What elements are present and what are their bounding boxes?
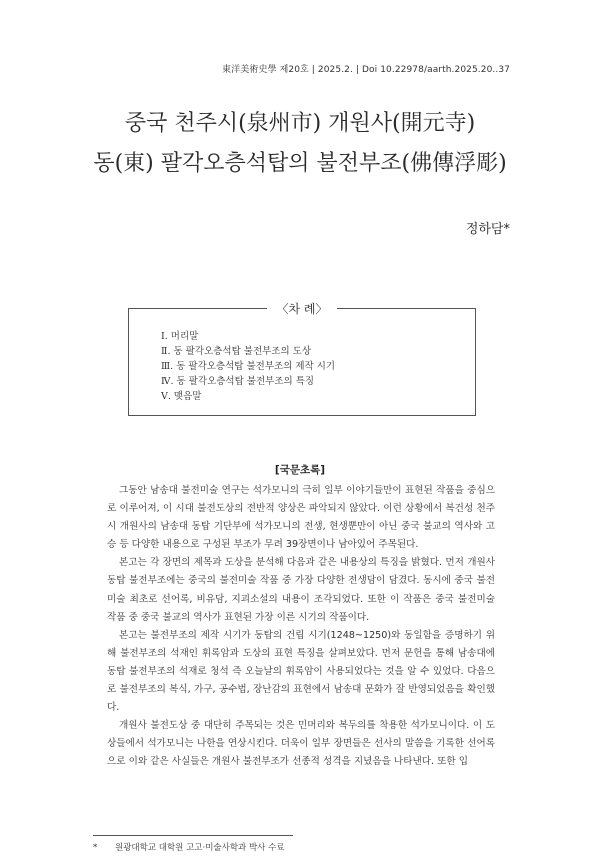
footnote-divider <box>93 835 293 836</box>
footnote <box>93 841 285 853</box>
footnote-mark: * <box>93 843 98 853</box>
abstract-paragraph: 본고는 각 장면의 제목과 도상을 분석해 다음과 같은 내용상의 특징을 밝혔다. 먼저 개원사 동탑 불전부조에는 중국의 불전미술 작품 중 가장 다양한 전생담이 담겼다. 동시에 중국 불전미술 최초로 선어록, 비유담, 지괴소설의 내용이 조각되었다. 또한 이 작품은 중국 불전미술 작품 중 중국 불교의 역사가 표현된 가장 이른 시기의 작품이다. <box>107 557 495 623</box>
footnote-text: 원광대학교 대학원 고고·미술사학과 박사 수료 <box>115 843 285 853</box>
abstract-paragraph: 본고는 불전부조의 제작 시기가 동탑의 건립 시기(1248~1250)와 동일함을 증명하기 위해 불전부조의 석재인 휘록암과 도상의 표현 특징을 살펴보았다. 먼저 문헌을 통해 남송대에 동탑 불전부조의 석재로 청석 즉 오늘날의 휘록암이 사용되었다는 것을 알 수 있었다. 다음으로 불전부조의 복식, 가구, 공수법, 장난감의 표현에서 남송대 문화가 잘 반영되었음을 확인했다. <box>107 629 495 714</box>
table-of-contents-list <box>161 329 335 404</box>
abstract-heading: [국문초록] <box>274 464 326 476</box>
article-title-line-1: 중국 천주시(泉州市) 개원사(開元寺) <box>124 111 476 136</box>
toc-item: Ⅲ. 동 팔각오층석탑 불전부조의 제작 시기 <box>161 361 336 372</box>
toc-item: Ⅰ. 머리말 <box>161 331 199 342</box>
abstract-paragraph: 개원사 불전도상 중 대단히 주목되는 것은 민머리와 복두의를 착용한 석가모니이다. 이 도상들에서 석가모니는 나한을 연상시킨다. 더욱이 일부 장면들은 선사의 말씀을 기록한 선어록으로 이와 같은 사실들은 개원사 불전부조가 선종적 성격을 지녔음을 나타낸다. 또한 입 <box>107 720 495 768</box>
toc-item: Ⅱ. 동 팔각오층석탑 불전부조의 도상 <box>161 346 312 357</box>
table-of-contents-heading: 〈차 례〉 <box>267 300 337 317</box>
toc-item: Ⅴ. 맺음말 <box>161 391 202 402</box>
author-name: 정하담* <box>465 222 510 237</box>
abstract-body <box>107 482 495 772</box>
abstract-paragraph: 그동안 남송대 불전미술 연구는 석가모니의 극히 일부 이야기들만이 표현된 작품을 중심으로 이루어져, 이 시대 불전도상의 전반적 양상은 파악되지 않았다. 이런 상황에서 복건성 천주시 개원사의 남송대 동탑 기단부에 석가모니의 전생, 현생뿐만이 아닌 중국 불교의 역사와 고승 등 다양한 내용으로 구성된 부조가 무려 39장면이나 남아있어 주목된다. <box>107 485 495 551</box>
toc-item: Ⅳ. 동 팔각오층석탑 불전부조의 특징 <box>161 376 315 387</box>
article-title-line-2: 동(東) 팔각오층석탑의 불전부조(佛傳浮彫) <box>93 151 507 176</box>
running-header: 東洋美術史學 제20호 | 2025.2. | Doi 10.22978/aarth.2025.20..37 <box>222 65 510 75</box>
